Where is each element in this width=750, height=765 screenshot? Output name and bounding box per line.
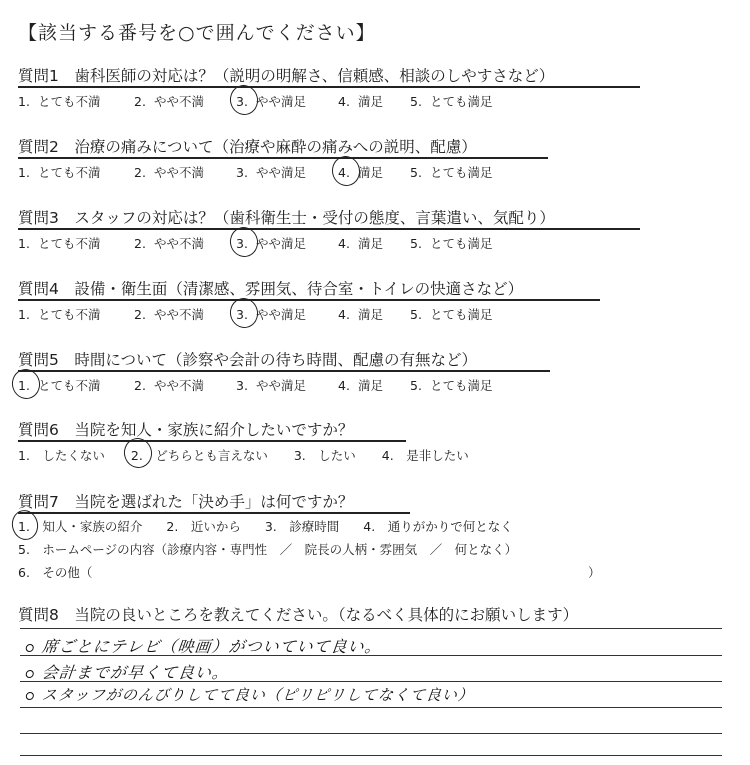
q4-option-4[interactable] (338, 305, 383, 323)
option-number: 4. (338, 165, 350, 180)
q6-option-2[interactable]: 2. どちらとも言えない (130, 448, 268, 463)
option-number: 5. (410, 94, 422, 109)
q2-underline (18, 157, 548, 159)
option-label: 満足 (357, 165, 383, 180)
q4-option-2[interactable] (134, 305, 204, 323)
q7-option-6[interactable]: 6. その他（ (18, 565, 93, 580)
option-number: 4. (338, 236, 350, 251)
q7-option-2[interactable]: 2. 近いから (166, 519, 241, 534)
q5-option-5[interactable] (410, 376, 492, 394)
q7-option-6-close: ） (588, 565, 601, 580)
option-number: 2. (134, 94, 146, 109)
option-label: やや満足 (255, 307, 306, 322)
option-label: とても不満 (37, 94, 101, 109)
option-number: 3. (236, 307, 248, 322)
option-label: やや不満 (153, 307, 204, 322)
q2-selection-circle (329, 153, 363, 188)
q2-option-3[interactable] (236, 163, 306, 181)
option-label: とても満足 (429, 94, 493, 109)
q4-option-1[interactable] (18, 305, 100, 323)
q8-answer-2: 会計までが早くて良い。 (25, 660, 230, 683)
q2-option-5[interactable] (410, 163, 492, 181)
q1-option-1[interactable] (18, 92, 100, 110)
q6-underline (18, 440, 406, 442)
q5-option-3[interactable] (236, 376, 306, 394)
option-label: とても満足 (429, 378, 493, 393)
option-label: やや満足 (255, 94, 306, 109)
q4-underline (18, 299, 600, 301)
q5-selection-circle (9, 366, 43, 401)
option-number: 2. (134, 236, 146, 251)
q6-options (18, 446, 469, 464)
option-label: やや満足 (255, 165, 306, 180)
option-number: 1. (18, 236, 30, 251)
q3-option-4[interactable] (338, 234, 383, 252)
q2-option-1[interactable] (18, 163, 100, 181)
option-number: 2. (134, 378, 146, 393)
q5-option-4[interactable] (338, 376, 383, 394)
q7-option-1[interactable]: 1. 知人・家族の紹介 (18, 519, 143, 534)
option-number: 5. (410, 236, 422, 251)
option-label: とても満足 (429, 236, 493, 251)
option-number: 2. (134, 307, 146, 322)
q5-title: 質問5 時間について（診察や会計の待ち時間、配慮の有無など） (18, 351, 478, 369)
q4-option-5[interactable] (410, 305, 492, 323)
q7-option-3[interactable]: 3. 診療時間 (264, 519, 340, 534)
option-number: 1. (18, 165, 30, 180)
q7-title: 質問7 当院を選ばれた「決め手」は何ですか？ (18, 493, 354, 511)
option-label: 満足 (357, 236, 383, 251)
option-number: 1. (18, 94, 30, 109)
q1-title: 質問1 歯科医師の対応は？（説明の明解さ、信頼感、相談のしやすさなど） (18, 67, 555, 85)
option-label: とても満足 (429, 165, 493, 180)
option-number: 5. (410, 378, 422, 393)
q7-option-4[interactable]: 4. 通りがかりで何となく (363, 519, 513, 534)
q4-selection-circle (227, 295, 261, 330)
q5-option-2[interactable] (134, 376, 204, 394)
q3-option-1[interactable] (18, 234, 100, 252)
q3-title: 質問3 スタッフの対応は？（歯科衛生士・受付の態度、言葉遣い、気配り） (18, 209, 555, 227)
option-number: 2. (134, 165, 146, 180)
option-label: とても不満 (37, 236, 101, 251)
q1-selection-circle (227, 82, 261, 117)
answer-line-5 (20, 733, 722, 734)
q1-underline (18, 86, 640, 88)
q3-selection-circle (227, 224, 261, 259)
q6-option-4[interactable]: 4. 是非したい (381, 448, 469, 463)
option-label: やや不満 (153, 165, 204, 180)
option-label: やや不満 (153, 236, 204, 251)
bullet-icon (25, 644, 34, 652)
bullet-icon (25, 692, 34, 700)
q1-option-5[interactable] (410, 92, 492, 110)
option-label: 満足 (357, 307, 383, 322)
option-number: 3. (236, 236, 248, 251)
option-label: やや満足 (255, 236, 306, 251)
option-number: 4. (338, 307, 350, 322)
q3-option-2[interactable] (134, 234, 204, 252)
option-label: とても不満 (37, 378, 101, 393)
option-number: 5. (410, 307, 422, 322)
q8-answer-1: 席ごとにテレビ（映画）がついていて良い。 (25, 634, 383, 657)
q8-title: 質問8 当院の良いところを教えてください。（なるべく具体的にお願いします） (18, 606, 579, 624)
q8-answer-3: スタッフがのんびりしてて良い（ピリピリしてなくて良い） (25, 684, 475, 705)
option-number: 3. (236, 378, 248, 393)
option-label: とても満足 (429, 307, 493, 322)
bullet-icon (25, 670, 34, 678)
option-label: やや満足 (255, 378, 306, 393)
answer-line-4 (20, 707, 722, 708)
q7-option-5[interactable]: 5. ホームページの内容（診療内容・専門性 ／ 院長の人柄・雰囲気 ／ 何となく） (18, 542, 518, 557)
option-number: 1. (18, 307, 30, 322)
option-number: 3. (236, 94, 248, 109)
option-number: 4. (338, 378, 350, 393)
option-label: やや不満 (153, 378, 204, 393)
answer-line-6 (20, 755, 722, 756)
option-number: 1. (18, 378, 30, 393)
q4-title: 質問4 設備・衛生面（清潔感、雰囲気、待合室・トイレの快適さなど） (18, 280, 524, 298)
q1-option-2[interactable] (134, 92, 204, 110)
q7-underline (18, 512, 410, 514)
q6-option-1[interactable]: 1. したくない (18, 448, 105, 463)
q2-option-2[interactable] (134, 163, 204, 181)
q3-underline (18, 228, 640, 230)
q3-option-5[interactable] (410, 234, 492, 252)
option-number: 3. (236, 165, 248, 180)
form-header: 【該当する番号を○で囲んでください】 (18, 22, 376, 44)
option-label: とても不満 (37, 307, 101, 322)
option-label: 満足 (357, 378, 383, 393)
option-label: やや不満 (153, 94, 204, 109)
option-label: 満足 (357, 94, 383, 109)
option-label: とても不満 (37, 165, 101, 180)
q6-title: 質問6 当院を知人・家族に紹介したいですか？ (18, 421, 354, 439)
option-number: 5. (410, 165, 422, 180)
q7-options-line1 (18, 517, 513, 535)
answer-line-1 (20, 628, 722, 629)
q5-underline (18, 370, 550, 372)
option-number: 4. (338, 94, 350, 109)
q1-option-4[interactable] (338, 92, 383, 110)
q6-option-3[interactable]: 3. したい (293, 448, 356, 463)
q2-title: 質問2 治療の痛みについて（治療や麻酔の痛みへの説明、配慮） (18, 138, 477, 156)
